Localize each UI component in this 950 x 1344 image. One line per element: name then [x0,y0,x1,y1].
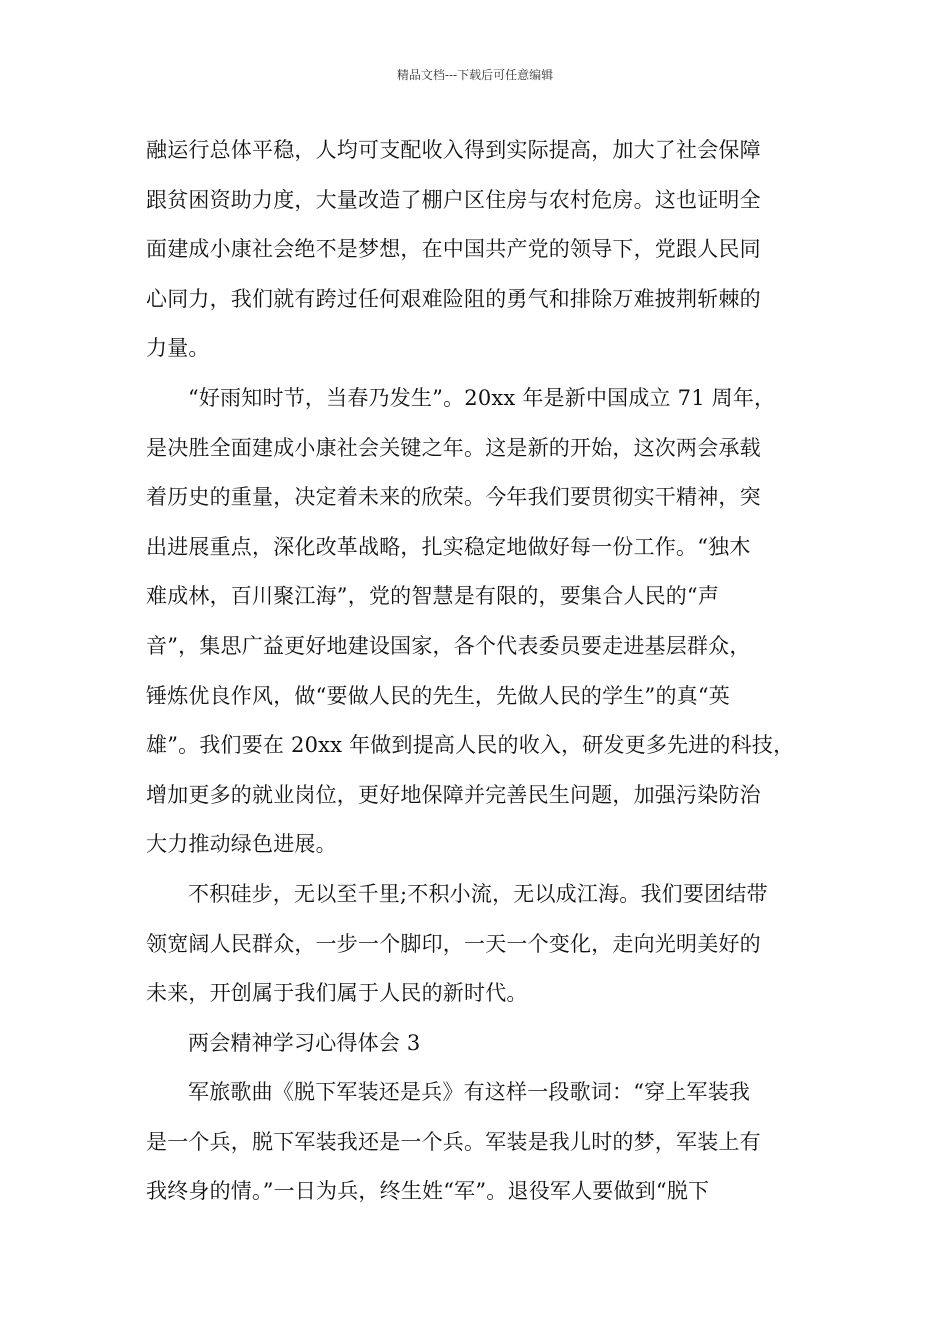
text-line: 大力推动绿色进展。 [146,832,337,857]
text-line: 心同力，我们就有跨过任何艰难险阻的勇气和排除万难披荆斩棘的 [146,286,761,311]
paragraph [146,1019,814,1069]
text-line: 增加更多的就业岗位，更好地保障并完善民生问题，加强污染防治 [146,782,761,807]
paragraph [146,1068,814,1217]
text-line: 不积硅步，无以至千里;不积小流，无以成江海。我们要团结带 [188,881,768,906]
text-line: 音”，集思广益更好地建设国家，各个代表委员要走进基层群众， [146,633,751,658]
paragraph [146,126,814,374]
text-line: 军旅歌曲《脱下军装还是兵》有这样一段歌词：“穿上军装我 [188,1080,751,1105]
text-line: 雄”。我们要在 20xx 年做到提高人民的收入，研发更多先进的科技， [146,733,795,758]
text-line: 力量。 [146,336,210,361]
page-header: 精品文档---下载后可任意编辑 [396,68,554,82]
text-line: 难成林，百川聚江海”，党的智慧是有限的，要集合人民的“声 [146,584,720,609]
text-line: “好雨知时节，当春乃发生”。20xx 年是新中国成立 71 周年， [188,385,776,410]
text-line: 锤炼优良作风，做“要做人民的先生，先做人民的学生”的真“英 [146,683,731,708]
text-line: 是一个兵，脱下军装我还是一个兵。军装是我儿时的梦，军装上有 [146,1129,761,1154]
text-line: 出进展重点，深化改革战略，扎实稳定地做好每一份工作。“独木 [146,534,751,559]
paragraph [146,374,814,870]
text-line: 着历史的重量，决定着未来的欣荣。今年我们要贯彻实干精神，突 [146,485,761,510]
text-line: 领宽阔人民群众，一步一个脚印，一天一个变化，走向光明美好的 [146,931,761,956]
paragraph [146,870,814,1019]
text-line: 跟贫困资助力度，大量改造了棚户区住房与农村危房。这也证明全 [146,187,761,212]
document-body [146,126,814,1217]
text-line: 是决胜全面建成小康社会关键之年。这是新的开始，这次两会承载 [146,435,761,460]
text-line: 融运行总体平稳，人均可支配收入得到实际提高，加大了社会保障 [146,138,761,162]
text-line: 未来，开创属于我们属于人民的新时代。 [146,981,528,1006]
text-line: 我终身的情。”一日为兵，终生姓“军”。退役军人要做到“脱下 [146,1179,710,1204]
text-line: 两会精神学习心得体会 3 [188,1030,421,1055]
text-line: 面建成小康社会绝不是梦想，在中国共产党的领导下，党跟人民同 [146,237,761,262]
